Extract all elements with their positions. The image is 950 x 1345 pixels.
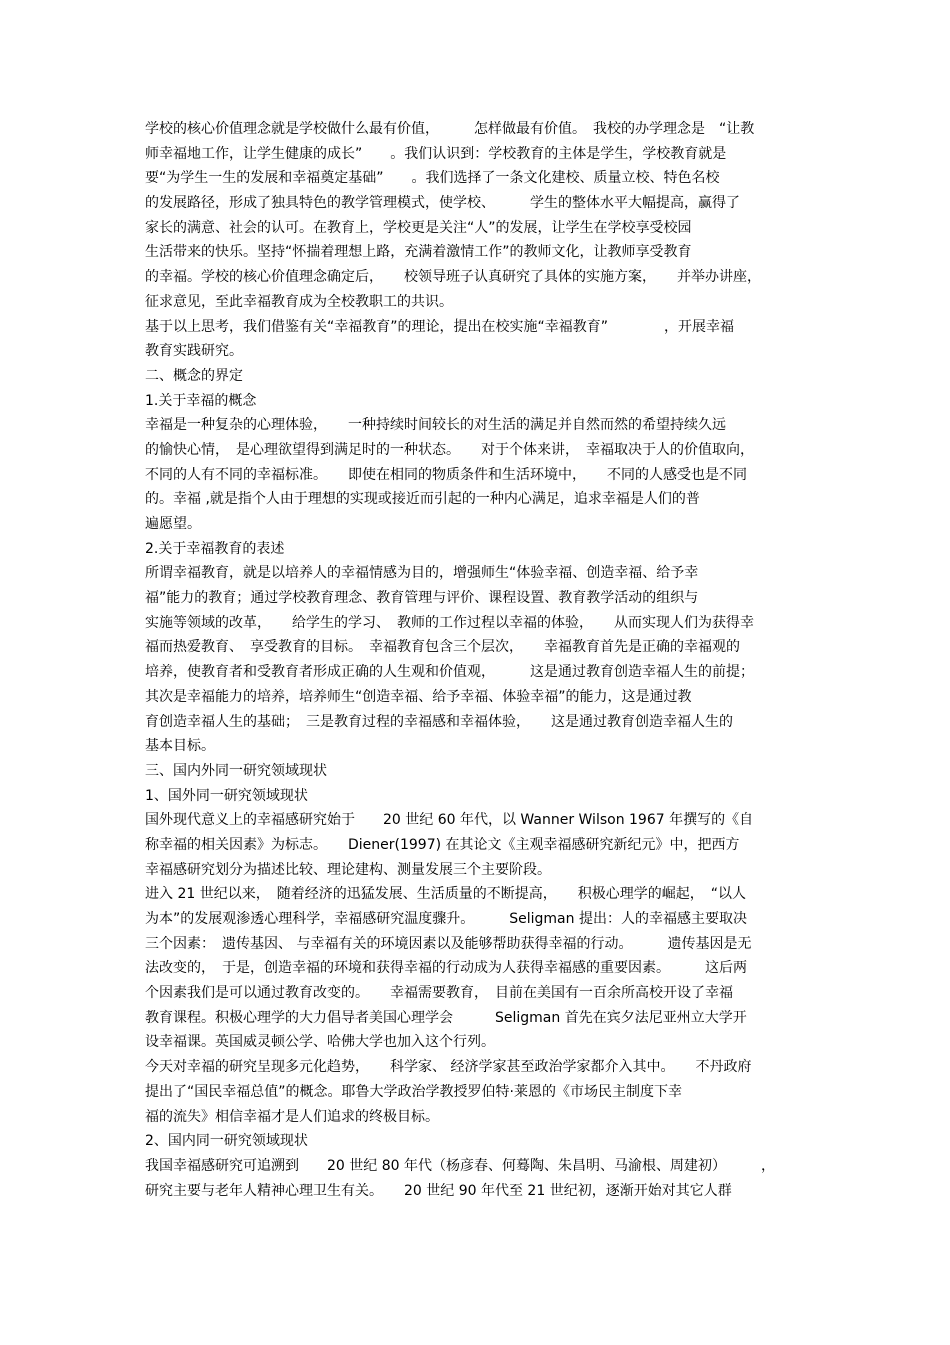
text-line: 师幸福地工作，让学生健康的成长” 。我们认识到：学校教育的主体是学生，学校教育就是 — [145, 145, 727, 162]
text-line: 不同的人有不同的幸福标准。 即使在相同的物质条件和生活环境中， 不同的人感受也是不同 — [145, 466, 747, 483]
text-line: 培养，使教育者和受教育者形成正确的人生观和价值观， 这是通过教育创造幸福人生的前提； — [145, 664, 754, 681]
text-line: 研究主要与老年人精神心理卫生有关。 20 世纪 90 年代至 21 世纪初，逐渐开始对其它人群 — [145, 1182, 732, 1199]
text-line: 进入 21 世纪以来， 随着经济的迅猛发展、生活质量的不断提高， 积极心理学的崛起， “以人 — [145, 886, 746, 903]
text-line: 国外现代意义上的幸福感研究始于 20 世纪 60 年代，以 Wanner Wilson 1967 年撰写的《自 — [145, 812, 754, 829]
text-line: 学校的核心价值理念就是学校做什么最有价值， 怎样做最有价值。 我校的办学理念是 “让教 — [145, 121, 755, 137]
text-line: 幸福感研究划分为描述比较、理论建构、测量发展三个主要阶段。 — [145, 861, 551, 878]
text-line: 为本”的发展观渗透心理科学，幸福感研究温度骤升。 Seligman 提出：人的幸福感主要取决 — [145, 911, 747, 927]
text-line: 三个因素： 遗传基因、 与幸福有关的环境因素以及能够帮助获得幸福的行动。 遗传基因是无 — [145, 935, 752, 952]
text-line: 福”能力的教育；通过学校教育理念、教育管理与评价、课程设置、教育教学活动的组织与 — [145, 590, 699, 607]
text-line: 基本目标。 — [145, 738, 215, 755]
subsection-heading: 1.关于幸福的概念 — [145, 392, 257, 409]
text-line: 称幸福的相关因素》为标志。 Diener(1997) 在其论文《主观幸福感研究新纪元》中，把西方 — [145, 836, 740, 853]
text-line: 家长的满意、社会的认可。在教育上，学校更是关注“人”的发展，让学生在学校享受校园 — [145, 219, 692, 236]
text-line: 教育实践研究。 — [145, 343, 243, 360]
text-line: 育创造幸福人生的基础； 三是教育过程的幸福感和幸福体验， 这是通过教育创造幸福人生的 — [145, 713, 733, 730]
text-line: 今天对幸福的研究呈现多元化趋势， 科学家、 经济学家甚至政治学家都介入其中。 不丹政府 — [145, 1059, 752, 1076]
section-heading: 三、国内外同一研究领域现状 — [145, 762, 327, 779]
text-line: 提出了“国民幸福总值”的概念。耶鲁大学政治学教授罗伯特·莱恩的《市场民主制度下幸 — [145, 1083, 682, 1100]
text-line: 设幸福课。英国威灵顿公学、哈佛大学也加入这个行列。 — [145, 1034, 495, 1051]
text-line: 的。幸福 ,就是指个人由于理想的实现或接近而引起的一种内心满足，追求幸福是人们的普 — [145, 491, 700, 508]
text-line: 个因素我们是可以通过教育改变的。 幸福需要教育， 目前在美国有一百余所高校开设了幸福 — [145, 985, 733, 1002]
text-line: 征求意见，至此幸福教育成为全校教职工的共识。 — [145, 293, 453, 310]
text-line: 法改变的， 于是，创造幸福的环境和获得幸福的行动成为人获得幸福感的重要因素。 这后两 — [145, 960, 747, 977]
text-line: 福而热爱教育、 享受教育的目标。 幸福教育包含三个层次， 幸福教育首先是正确的幸福观的 — [145, 639, 740, 656]
text-line: 的发展路径，形成了独具特色的教学管理模式，使学校、 学生的整体水平大幅提高，赢得了 — [145, 195, 740, 212]
text-line: 基于以上思考，我们借鉴有关“幸福教育”的理论，提出在校实施“幸福教育” ，开展幸福 — [145, 318, 735, 335]
section-heading: 二、概念的界定 — [145, 367, 243, 384]
text-line: 幸福是一种复杂的心理体验， 一种持续时间较长的对生活的满足并自然而然的希望持续久远 — [145, 417, 726, 434]
text-line: 福的流失》相信幸福才是人们追求的终极目标。 — [145, 1108, 439, 1125]
text-line: 遍愿望。 — [145, 516, 201, 532]
text-line: 生活带来的快乐。坚持“怀揣着理想上路，充满着激情工作”的教师文化，让教师享受教育 — [145, 244, 692, 261]
text-line: 教育课程。积极心理学的大力倡导者美国心理学会 Seligman 首先在宾夕法尼亚州立大学开 — [145, 1009, 747, 1026]
text-line: 的愉快心情， 是心理欲望得到满足时的一种状态。 对于个体来讲， 幸福取决于人的价值取向， — [145, 441, 754, 458]
subsection-heading: 1、国外同一研究领域现状 — [145, 787, 308, 804]
text-line: 要“为学生一生的发展和幸福奠定基础” 。我们选择了一条文化建校、质量立校、特色名校 — [145, 170, 720, 187]
text-line: 其次是幸福能力的培养，培养师生“创造幸福、给予幸福、体验幸福”的能力，这是通过教 — [145, 688, 692, 705]
text-line: 实施等领域的改革， 给学生的学习、 教师的工作过程以幸福的体验， 从而实现人们为获得幸 — [145, 614, 754, 631]
subsection-heading: 2.关于幸福教育的表述 — [145, 540, 285, 557]
text-line: 的幸福。学校的核心价值理念确定后， 校领导班子认真研究了具体的实施方案， 并举办讲座， — [145, 269, 761, 286]
subsection-heading: 2、国内同一研究领域现状 — [145, 1133, 308, 1150]
document-page — [145, 117, 810, 1203]
text-line: 所谓幸福教育，就是以培养人的幸福情感为目的，增强师生“体验幸福、创造幸福、给予幸 — [145, 565, 699, 582]
text-line: 我国幸福感研究可追溯到 20 世纪 80 年代（杨彦春、何蓦陶、朱昌明、马渝根、周建初） ， — [145, 1157, 775, 1174]
